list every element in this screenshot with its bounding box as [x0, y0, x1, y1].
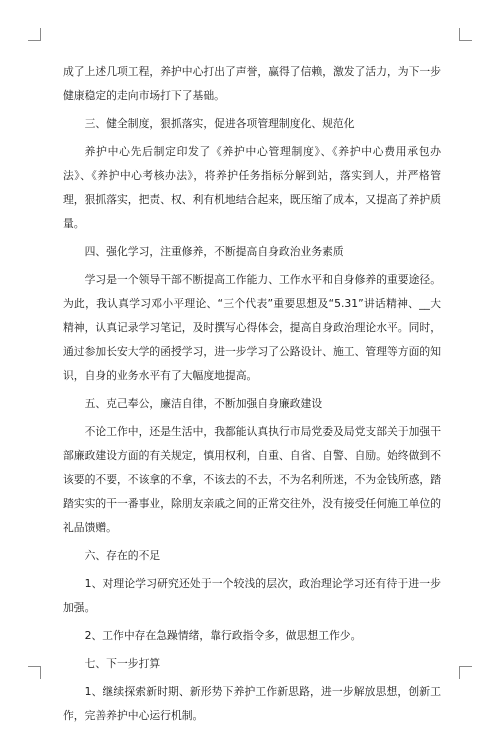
- crop-mark-top-right: [459, 28, 472, 41]
- section-heading: 五、克己奉公，廉洁自律，不断加强自身廉政建设: [84, 397, 323, 410]
- section-heading: 六、存在的不足: [84, 549, 161, 562]
- section-heading: 三、健全制度，狠抓落实，促进各项管理制度化、规范化: [84, 117, 355, 130]
- paragraph: 成了上述几项工程，养护中心打出了声誉，赢得了信赖，激发了活力，为下一步健康稳定的走向市场打下了基础。: [63, 65, 441, 102]
- crop-mark-bottom-right: [459, 666, 472, 679]
- paragraph: 学习是一个领导干部不断提高工作能力、工作水平和自身修养的重要途径。为此，我认真学习邓小平理论、“三个代表”重要思想及“5.31”讲话精神、__大精神，认真记录学习笔记，及时撰写心得体会，提高自身政治理论水平。同时，通过参加长安大学的函授学习，进一步学习了公路设计、施工、管理等方面的知识，自身的业务水平有了大幅度地提高。: [63, 273, 441, 382]
- crop-mark-top-left: [28, 28, 41, 41]
- crop-mark-bottom-left: [28, 666, 41, 679]
- paragraph: 养护中心先后制定印发了《养护中心管理制度》、《养护中心费用承包办法》、《养护中心考核办法》，将养护任务指标分解到站，落实到人，并严格管理，狠抓落实，把责、权、利有机地结合起来，既压缩了成本，又提高了养护质量。: [63, 145, 441, 230]
- list-item: 1、对理论学习研究还处于一个较浅的层次，政治理论学习还有待于进一步加强。: [63, 577, 441, 614]
- list-item: 1、继续探索新时期、新形势下养护工作新思路，进一步解放思想，创新工作，完善养护中心运行机制。: [63, 685, 441, 722]
- list-item: 2、工作中存在急躁情绪，靠行政指令多，做思想工作少。: [84, 629, 362, 642]
- section-heading: 四、强化学习，注重修养，不断提高自身政治业务素质: [84, 245, 344, 258]
- paragraph: 不论工作中，还是生活中，我都能认真执行市局党委及局党支部关于加强干部廉政建设方面的有关规定，慎用权利，自重、自省、自警、自励。始终做到不该要的不要，不该拿的不拿，不该去的不去，不为名利所迷，不为金钱所惑，踏踏实实的干一番事业，除朋友亲戚之间的正常交往外，没有接受任何施工单位的礼品馈赠。: [63, 425, 441, 534]
- section-heading: 七、下一步打算: [84, 657, 161, 670]
- document-body: [63, 60, 441, 732]
